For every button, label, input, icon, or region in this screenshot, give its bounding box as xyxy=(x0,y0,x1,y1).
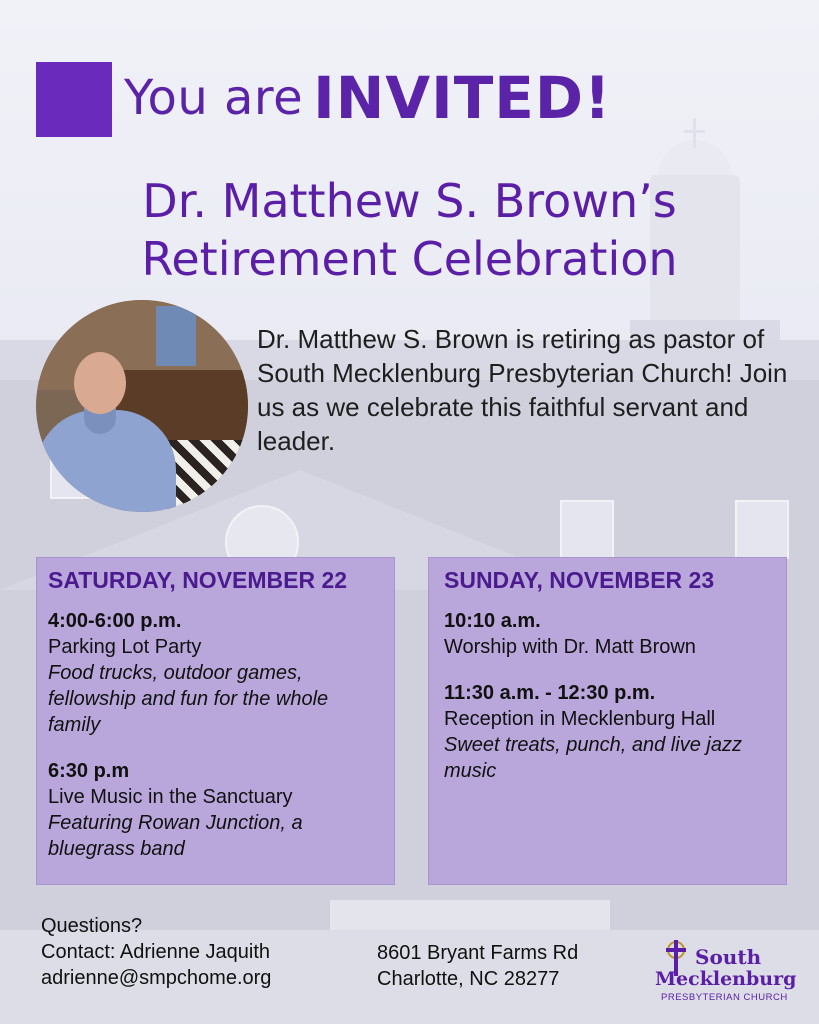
accent-square xyxy=(36,62,112,137)
event-item xyxy=(444,680,776,784)
saturday-heading: SATURDAY, NOVEMBER 22 xyxy=(48,567,348,593)
event-item xyxy=(444,608,776,660)
event-description: Featuring Rowan Junction, a bluegrass band xyxy=(48,812,303,860)
logo-line-1: South xyxy=(695,945,762,969)
church-logo xyxy=(655,938,795,1010)
event-time: 11:30 a.m. - 12:30 p.m. xyxy=(444,682,656,704)
pastor-photo xyxy=(36,300,248,512)
sunday-heading: SUNDAY, NOVEMBER 23 xyxy=(444,567,715,593)
event-description: Sweet treats, punch, and live jazz music xyxy=(444,734,742,782)
invited-heading xyxy=(124,64,612,136)
event-time: 4:00-6:00 p.m. xyxy=(48,610,182,632)
event-name: Worship with Dr. Matt Brown xyxy=(444,636,696,658)
event-item xyxy=(48,758,384,862)
questions-label: Questions? xyxy=(41,915,143,937)
logo-line-3: PRESBYTERIAN CHURCH xyxy=(661,992,788,1003)
event-description: Food trucks, outdoor games, fellowship and fun for the whole family xyxy=(48,662,329,736)
contact-email: adrienne@smpchome.org xyxy=(41,967,272,989)
saturday-schedule xyxy=(36,557,395,885)
event-item xyxy=(48,608,384,738)
title-line-1: Dr. Matthew S. Brown’s xyxy=(142,174,677,228)
intro-paragraph: Dr. Matthew S. Brown is retiring as pastor of South Mecklenburg Presbyterian Church! Join us as we celebrate this faithful servant and leader. xyxy=(257,324,788,456)
sunday-schedule xyxy=(428,557,787,885)
church-address xyxy=(377,940,578,992)
contact-info xyxy=(41,913,271,991)
contact-name: Contact: Adrienne Jaquith xyxy=(41,941,271,963)
address-city: Charlotte, NC 28277 xyxy=(377,968,560,990)
invited-bold-text: INVITED! xyxy=(313,64,612,132)
address-street: 8601 Bryant Farms Rd xyxy=(377,942,579,964)
title-line-2: Retirement Celebration xyxy=(141,232,678,286)
event-time: 10:10 a.m. xyxy=(444,610,541,632)
event-name: Reception in Mecklenburg Hall xyxy=(444,708,716,730)
logo-line-2: Mecklenburg xyxy=(655,968,797,990)
event-name: Live Music in the Sanctuary xyxy=(48,786,293,808)
event-time: 6:30 p.m xyxy=(48,760,130,782)
invited-light-text: You are xyxy=(124,70,304,126)
event-title xyxy=(0,172,819,288)
event-name: Parking Lot Party xyxy=(48,636,202,658)
